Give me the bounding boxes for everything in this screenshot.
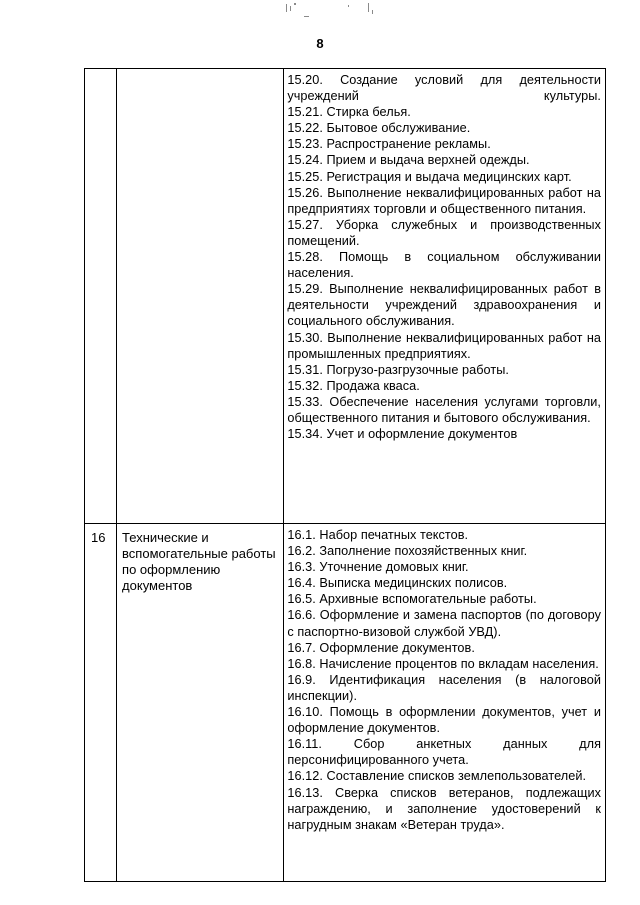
work-item: 15.32. Продажа кваса.	[287, 378, 420, 393]
work-item: 16.9. Идентификация населения (в налоговой инспекции).	[287, 672, 601, 703]
work-item: 16.12. Составление списков землепользователей.	[287, 769, 587, 784]
work-item: 15.26. Выполнение неквалифицированных работ на предприятиях торговли и общественного питания.	[287, 185, 601, 216]
work-item: 16.6. Оформление и замена паспортов (по договору с паспортно-визовой службой УВД).	[287, 608, 601, 639]
work-item: 16.5. Архивные вспомогательные работы.	[287, 592, 537, 607]
work-item: 15.25. Регистрация и выдача медицинских карт.	[287, 169, 572, 184]
works-cell	[284, 69, 606, 524]
work-item: 15.22. Бытовое обслуживание.	[287, 121, 471, 136]
work-item: 15.28. Помощь в социальном обслуживании населения.	[287, 250, 601, 281]
work-item: 15.27. Уборка служебных и производственных помещений.	[287, 217, 601, 248]
work-item: 15.30. Выполнение неквалифицированных работ на промышленных предприятиях.	[287, 330, 601, 361]
work-item: 16.10. Помощь в оформлении документов, учет и оформление документов.	[287, 705, 601, 736]
work-item: 16.8. Начисление процентов по вкладам населения.	[287, 656, 599, 671]
work-item: 16.13. Сверка списков ветеранов, подлежащих награждению, и заполнение удостоверений к нагрудным знакам «Ветеран труда».	[287, 785, 601, 832]
works-cell	[284, 524, 606, 882]
work-item: 15.31. Погрузо-разгрузочные работы.	[287, 362, 509, 377]
table-row	[85, 69, 606, 524]
work-item: 15.34. Учет и оформление документов	[287, 427, 518, 442]
work-item: 16.7. Оформление документов.	[287, 640, 475, 655]
page-number: 8	[316, 36, 324, 51]
work-item: 15.23. Распространение рекламы.	[287, 137, 491, 152]
work-item: 15.33. Обеспечение населения услугами торговли, общественного питания и бытового обслуживания.	[287, 394, 601, 425]
work-item: 15.24. Прием и выдача верхней одежды.	[287, 153, 530, 168]
table-row	[85, 524, 606, 882]
work-item: 16.2. Заполнение похозяйственных книг.	[287, 544, 528, 559]
work-item: 15.21. Стирка белья.	[287, 105, 411, 120]
work-item: 15.29. Выполнение неквалифицированных работ в деятельности учреждений здравоохранения и социального обслуживания.	[287, 282, 601, 329]
work-item: 15.20. Создание условий для деятельности учреждений культуры.	[287, 73, 601, 104]
work-item: 16.3. Уточнение домовых книг.	[287, 560, 469, 575]
work-item: 16.4. Выписка медицинских полисов.	[287, 576, 508, 591]
scan-marks	[278, 2, 388, 26]
row-name	[117, 69, 284, 524]
works-table	[84, 68, 606, 882]
row-name: Технические и вспомогательные работы по оформлению документов	[117, 524, 284, 882]
row-number	[85, 69, 117, 524]
work-item: 16.1. Набор печатных текстов.	[287, 528, 469, 542]
row-number: 16	[85, 524, 117, 882]
work-item: 16.11. Сбор анкетных данных для персонифицированного учета.	[287, 737, 601, 768]
